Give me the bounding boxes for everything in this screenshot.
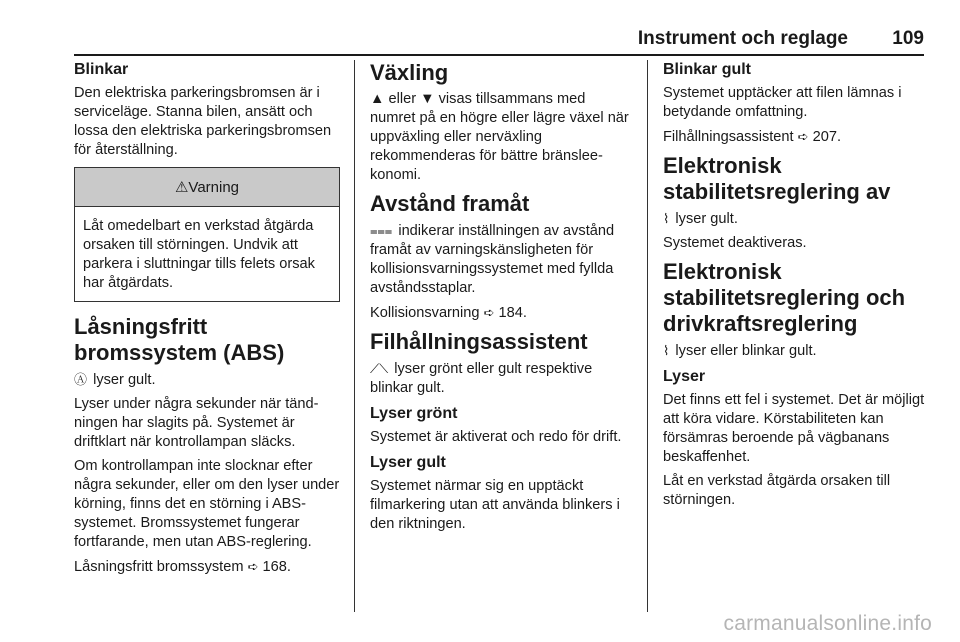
column-divider — [647, 60, 648, 612]
paragraph — [370, 359, 632, 398]
column-divider — [354, 60, 355, 612]
section-heading-vaxling: Växling — [370, 60, 449, 85]
page-header — [0, 0, 960, 56]
esc-icon: ⌇ — [663, 343, 670, 358]
section-heading-blinkar-gult: Blinkar gult — [663, 61, 752, 78]
paragraph: ▲ eller ▼ visas tillsammans med numret på en högre eller lägre växel när uppväxling eller nerväxling rekommenderas för bättre bränsleekonomi. — [370, 91, 629, 183]
header-rule — [74, 54, 924, 56]
icon-text: lyser gult. — [675, 211, 738, 227]
page-number: 109 — [892, 28, 924, 49]
section-heading-lyser-gult: Lyser gult — [370, 454, 446, 471]
reference-arrow-icon: ➪ — [797, 129, 809, 144]
reference-page[interactable]: 168. — [262, 559, 291, 575]
page-reference — [74, 557, 340, 577]
paragraph: Systemet är aktiverat och redo för drift. — [370, 429, 622, 445]
column-left — [74, 60, 340, 582]
reference-arrow-icon: ➪ — [247, 559, 259, 574]
reference-page[interactable]: 184. — [498, 305, 527, 321]
reference-text: Filhållningsassistent — [663, 129, 794, 145]
section-heading-lyser: Lyser — [663, 368, 706, 385]
lane-keep-icon: ⟋⟍ — [370, 361, 389, 376]
section-heading-blinkar: Blinkar — [74, 61, 129, 78]
reference-text: Kollisionsvarning — [370, 305, 480, 321]
icon-text: lyser eller blinkar gult. — [675, 343, 817, 359]
paragraph — [663, 209, 927, 229]
section-heading-esr: Elektronisk stabilitetsreglering och drivkraftsreglering — [663, 259, 906, 336]
section-heading-avstand: Avstånd framåt — [370, 191, 530, 216]
reference-text: Låsningsfritt bromssystem — [74, 559, 244, 575]
warning-header — [75, 168, 339, 207]
section-heading-filhallning: Filhållningsassistent — [370, 329, 588, 354]
column-middle — [370, 60, 632, 539]
warning-body — [75, 207, 339, 301]
paragraph: Systemet upptäcker att filen lämnas i betydande omfattning. — [663, 85, 902, 120]
reference-page[interactable]: 207. — [812, 129, 842, 145]
paragraph: Det finns ett fel i systemet. Det är möjligt att köra vidare. Körstabiliteten kan försämras beroende på vägbanans beskaffenhet. — [663, 392, 925, 465]
page-reference — [370, 303, 632, 323]
footer-watermark: carmanualsonline.info — [723, 612, 932, 635]
paragraph — [663, 341, 927, 361]
paragraph: Systemet närmar sig en upptäckt filmarkering utan att använda blinkers i den riktningen. — [370, 478, 620, 532]
abs-icon: Ⓐ — [74, 372, 88, 387]
column-right — [663, 60, 927, 515]
warning-title: Varning — [188, 178, 240, 196]
paragraph: Lyser under några sekunder när tändningen har slagits på. Systemet är driftklart när kontrollampan släcks. — [74, 396, 319, 450]
paragraph — [370, 221, 632, 298]
icon-text: lyser grönt eller gult respektive blinkar gult. — [370, 361, 593, 396]
section-heading-abs: Låsningsfritt bromssystem (ABS) — [74, 314, 285, 365]
warning-text: Låt omedelbart en verkstad åtgärda orsaken till störningen. Undvik att parkera i sluttningar tills felets orsak har åtgärdats. — [83, 218, 315, 291]
section-heading-esr-av: Elektronisk stabilitetsreglering av — [663, 153, 891, 204]
icon-text: lyser gult. — [93, 372, 156, 388]
paragraph: Om kontrollampan inte slocknar efter några sekunder, eller om den lyser under körning, finns det en störning i ABS-systemet. Bromssystemet fungerar fortfarande, men utan ABS-reglering. — [74, 458, 340, 550]
esc-off-icon: ⌇ — [663, 211, 670, 226]
header-title: Instrument och reglage — [637, 28, 848, 49]
section-heading-lyser-gront: Lyser grönt — [370, 405, 458, 422]
reference-arrow-icon: ➪ — [483, 305, 495, 320]
paragraph — [74, 370, 340, 390]
warning-icon: ⚠ — [174, 179, 189, 196]
paragraph: Låt en verkstad åtgärda orsaken till störningen. — [663, 473, 891, 508]
distance-bars-icon: ⩶ — [370, 223, 393, 238]
warning-box — [74, 167, 340, 302]
page-reference — [663, 127, 927, 147]
paragraph: Den elektriska parkeringsbromsen är i serviceläge. Stanna bilen, ansätt och lossa den elektriska parkeringsbromsen för återställning. — [74, 85, 332, 158]
icon-text: indikerar inställningen av avstånd framåt av varningskänsligheten för kollisionsvarningssystemet med fyllda avståndsstaplar. — [370, 223, 615, 296]
paragraph: Systemet deaktiveras. — [663, 235, 807, 251]
